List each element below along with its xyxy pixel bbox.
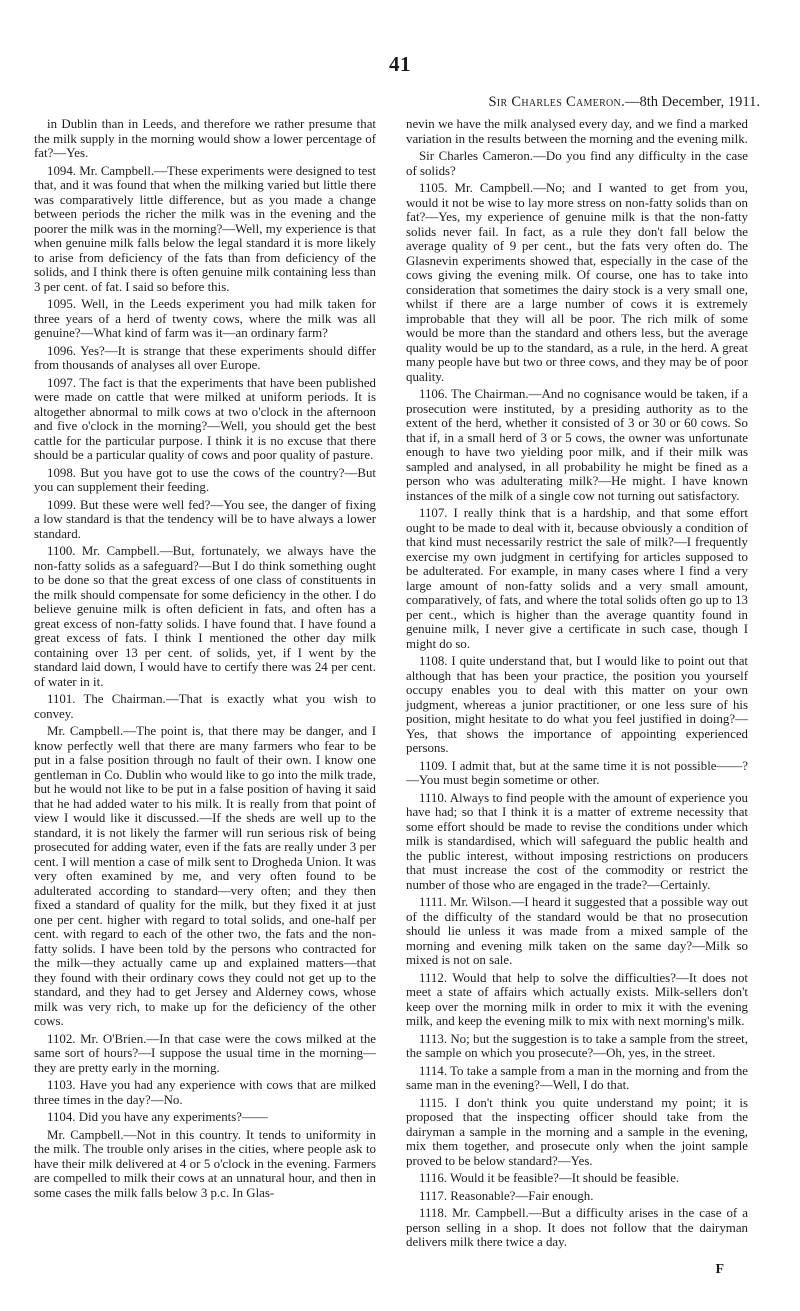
paragraph: 1111. Mr. Wilson.—I heard it suggested that a possible way out of the difficulty of the standard would be that no prosecution should lie unless it was made from a mixed sample of the morning and evening milk taken on the same day?—Milk so mixed is not on sale. (406, 895, 748, 967)
paragraph: 1098. But you have got to use the cows of the country?—But you can supplement their feeding. (34, 465, 376, 494)
paragraph: 1112. Would that help to solve the difficulties?—It does not meet a state of affairs which actually exists. Milk-sellers don't keep over the morning milk in order to mix it with the evening milk, and keep the evening milk to mix with next morning's milk. (406, 970, 748, 1028)
paragraph: in Dublin than in Leeds, and therefore we rather presume that the milk supply in the morning would show a lower percentage of fat?—Yes. (34, 117, 376, 160)
paragraph: 1107. I really think that is a hardship, and that some effort ought to be made to deal with it, because obviously a condition of that kind must necessarily restrict the sale of milk?—I frequently exercise my own judgment in certifying for articles supposed to be adulterated. For example, in many cases where I find a very large amount of non-fatty solids and a very small amount, comparatively, of fats, and where the total solids often go up to 13 per cent., which is higher than the average quantity found in genuine milk, I never give a certificate in such case, though I might do so. (406, 506, 748, 651)
paragraph: Mr. Campbell.—Not in this country. It tends to uniformity in the milk. The trouble only arises in the cities, where people ask to have their milk delivered at 4 or 5 o'clock in the evening. Farmers are compelled to milk their cows at an unnatural hour, and then in some cases the milk falls below 3 p.c. In Glas- (34, 1127, 376, 1200)
page-number: 41 (389, 52, 411, 76)
paragraph: 1118. Mr. Campbell.—But a difficulty arises in the case of a person selling in a shop. It does not follow that the dairyman delivers milk there twice a day. (406, 1206, 748, 1249)
paragraph: 1094. Mr. Campbell.—These experiments were designed to test that, and it was found that when the milking varied but little there was comparatively little difference, but as you made a change between periods the richer the milk was in the evening and the poorer the milk was in the morning?—Well, my experience is that when genuine milk falls below the legal standard it is more likely to arise from deficiency of the fats than from deficiency of the solids, and I think there is often genuine milk containing less than 3 per cent. of fat. I said so before this. (34, 163, 376, 294)
paragraph: 1116. Would it be feasible?—It should be feasible. (419, 1171, 680, 1185)
paragraph: 1113. No; but the suggestion is to take a sample from the street, the sample on which you prosecute?—Oh, yes, in the street. (406, 1031, 748, 1060)
paragraph: 1100. Mr. Campbell.—But, fortunately, we always have the non-fatty solids as a safeguard?—But I do think something ought to be done so that the great excess of one class of constituents in the milk should compensate for some deficiency in the other. I do believe genuine milk is often deficient in fats, and often has a great excess of non-fatty solids. I have found that. I have found a great excess of fats. I think I mentioned the other day milk containing over 13 per cent. of solids, yet, if I went by the standard laid down, I would have to certify there was 24 per cent. of water in it. (34, 544, 376, 689)
paragraph: 1106. The Chairman.—And no cognisance would be taken, if a prosecution were instituted, by a presiding authority as to the extent of the herd, whether it consisted of 3 or 30 or 60 cows. So that if, in a small herd of 3 or 5 cows, the owner was unfortunate enough to have two yielding poor milk, and if their milk was sampled and analysed, in all probability he might be fined as a person who was adulterating milk?—He might. I have known instances of the milk of a single cow not turning out satisfactory. (406, 387, 748, 503)
paragraph: 1109. I admit that, but at the same time it is not possible——?—You must begin sometime or other. (406, 758, 748, 787)
paragraph: 1097. The fact is that the experiments that have been published were made on cattle that were milked at uniform periods. It is altogether abnormal to milk cows at two o'clock in the afternoon and five o'clock in the morning?—Well, you should get the best cattle for the particular purpose. I think it is no excuse that there should be a particular quality of cows and poor quality of pasture. (34, 375, 376, 462)
right-column (406, 117, 748, 1253)
paragraph: 1117. Reasonable?—Fair enough. (419, 1188, 594, 1203)
signature-mark: F (715, 1262, 724, 1277)
running-head (489, 94, 761, 111)
paragraph: 1115. I don't think you quite understand my point; it is proposed that the inspecting officer should take from the dairyman a sample in the morning and a sample in the evening, mix them together, and prosecute only when the joint sample proved to be below standard?—Yes. (406, 1095, 748, 1168)
paragraph: 1104. Did you have any experiments?—— (47, 1110, 268, 1124)
paragraph: 1095. Well, in the Leeds experiment you had milk taken for three years of a herd of twenty cows, where the milk was all genuine?—What kind of farm was it—an ordinary farm? (34, 297, 376, 340)
left-column (34, 117, 376, 1203)
running-head-speaker: Sir Charles Cameron. (488, 94, 626, 110)
paragraph: 1110. Always to find people with the amount of experience you have had; so that I think it is a matter of extreme necessity that some effort should be made to revise the conditions under which milk is standardised, which will safeguard the public health and the public interest, without imposing restrictions on producers that must increase the cost of the commodity or restrict the number of those who are engaged in the trade?—Certainly. (406, 790, 748, 892)
paragraph: 1108. I quite understand that, but I would like to point out that although that has been your practice, the position you yourself occupy enables you to deal with this matter on your own judgment, whereas a junior practitioner, or one less sure of his position, might hesitate to do what you feel justified in doing?—Yes, that shows the importance of appointing experienced persons. (406, 654, 748, 755)
paragraph: Mr. Campbell.—The point is, that there may be danger, and I know perfectly well that there are many farmers who fear to be put in a false position through no fault of their own. I know one gentleman in Co. Dublin who would like to go into the milk trade, but he would not like to be put in a false position of having it said that he had added water to his milk. It is really from that point of view I would like it discussed.—If the sheds are well up to the standard, it is not likely the farmer will run serious risk of being prosecuted for adding water, even if the fats are really under 3 per cent. I will mention a case of milk sent to Drogheda Union. It was very often examined by me, and very often found to be adulterated according to standard—very often; and they then fixed a standard of quality for the milk, but they fixed it at just one per cent. higher with regard to total solids, and one-half per cent. with regard to each of the other two, the fats and the non-fatty solids. I have been told by the persons who contracted for the milk—they actually came up and explained matters—that they found with their ordinary cows they could not get up to the standard, and they had to get Jersey and Alderney cows, whose milk was very rich, to make up for the deficiency of the other cows. (34, 724, 376, 1028)
paragraph: 1101. The Chairman.—That is exactly what you wish to convey. (34, 692, 376, 721)
paragraph: 1105. Mr. Campbell.—No; and I wanted to get from you, would it not be wise to lay more stress on non-fatty solids than on fat?—Yes, my experience of genuine milk is that the non-fatty solids never fail. In fact, as a rule they don't fall below the average quality of 9 per cent., but the fats very often do. The Glasnevin experiments showed that, especially in the case of the cows giving the evening milk. Of course, one has to take into consideration that sometimes the dairy stock is a very small one, whilst if there are a large number of cows it is extremely improbable that they will all be poor. The rich milk of some would be more than the standard and others less, but the average quality would be up to the standard, as a rule, in the herd. A great many people have but two or three cows, and they may be of poor quality. (406, 181, 748, 384)
running-head-date: —8th December, 1911. (625, 94, 760, 110)
paragraph: 1096. Yes?—It is strange that these experiments should differ from thousands of analyses all over Europe. (34, 343, 376, 372)
paragraph: 1114. To take a sample from a man in the morning and from the same man in the evening?—Well, I do that. (406, 1063, 748, 1092)
paragraph: 1103. Have you had any experience with cows that are milked three times in the day?—No. (34, 1078, 376, 1107)
paragraph: Sir Charles Cameron.—Do you find any difficulty in the case of solids? (406, 149, 748, 178)
paragraph: nevin we have the milk analysed every day, and we find a marked variation in the results between the morning and the evening milk. (406, 117, 748, 146)
paragraph: 1099. But these were well fed?—You see, the danger of fixing a low standard is that the tendency will be to have always a lower standard. (34, 497, 376, 541)
paragraph: 1102. Mr. O'Brien.—In that case were the cows milked at the same sort of hours?—I suppose the usual time in the morning—they are pretty early in the morning. (34, 1031, 376, 1075)
